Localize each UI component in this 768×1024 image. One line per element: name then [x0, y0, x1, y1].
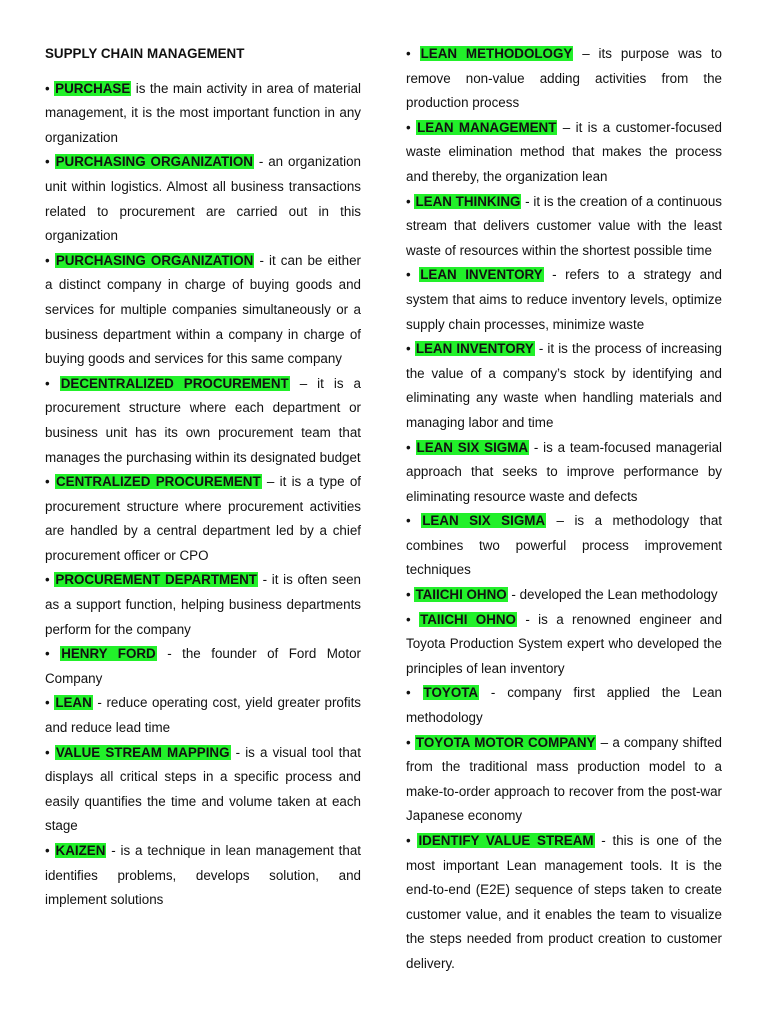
term-definition: – it is a customer-focused waste elimination method that makes the process and thereby, the organization lean: [406, 119, 722, 184]
highlighted-term: HENRY FORD: [61, 646, 156, 662]
highlighted-term: LEAN INVENTORY: [415, 341, 534, 357]
right-column: [406, 42, 722, 977]
term-definition: is the main activity in area of material management, it is the most important function in any organization: [45, 80, 361, 145]
document-title: SUPPLY CHAIN MANAGEMENT: [45, 46, 245, 61]
highlighted-term: LEAN THINKING: [415, 193, 521, 209]
highlighted-term: PROCUREMENT DEPARTMENT: [55, 572, 257, 588]
definition-entry: [45, 372, 361, 470]
bullet-icon: •: [45, 646, 50, 662]
definition-entry: [406, 681, 722, 730]
term-definition: - company first applied the Lean methodology: [406, 685, 722, 726]
left-column: [45, 42, 361, 913]
bullet-icon: •: [406, 193, 411, 209]
definition-entry: [45, 691, 361, 740]
highlighted-term: LEAN SIX SIGMA: [422, 513, 546, 529]
highlighted-term: TOYOTA MOTOR COMPANY: [415, 734, 596, 750]
definition-entry: [406, 583, 722, 608]
highlighted-term: TAIICHI OHNO: [415, 587, 507, 603]
term-definition: – it is a type of procurement structure where procurement activities are handled by a central department led by a chief procurement officer or CPO: [45, 474, 361, 563]
definition-entry: [45, 249, 361, 372]
bullet-icon: •: [406, 119, 411, 135]
definition-entry: [406, 263, 722, 337]
highlighted-term: LEAN: [55, 695, 92, 711]
bullet-icon: •: [406, 685, 411, 701]
highlighted-term: LEAN INVENTORY: [420, 267, 543, 283]
term-definition: – a company shifted from the traditional mass production model to a make-to-order approach to recover from the post-war Japanese economy: [406, 734, 722, 824]
definition-entry: [406, 42, 722, 116]
definition-entry: [406, 190, 722, 264]
bullet-icon: •: [45, 154, 50, 170]
bullet-icon: •: [406, 341, 411, 357]
left-entry-list: [45, 77, 361, 913]
term-definition: - it is often seen as a support function, helping business departments perform for the company: [45, 572, 361, 637]
highlighted-term: TAIICHI OHNO: [420, 611, 516, 627]
highlighted-term: KAIZEN: [55, 843, 106, 858]
highlighted-term: PURCHASING ORGANIZATION: [55, 154, 253, 170]
bullet-icon: •: [406, 611, 411, 627]
bullet-icon: •: [45, 572, 50, 588]
definition-entry: [45, 642, 361, 691]
bullet-icon: •: [45, 695, 50, 711]
term-definition: - it is the process of increasing the value of a company’s stock by identifying and eliminating any waste when handling materials and managing labor and time: [406, 341, 722, 430]
definition-entry: [406, 116, 722, 190]
bullet-icon: •: [406, 439, 411, 455]
bullet-icon: •: [45, 252, 50, 268]
bullet-icon: •: [406, 833, 411, 848]
bullet-icon: •: [45, 474, 50, 490]
definition-entry: [406, 608, 722, 682]
highlighted-term: IDENTIFY VALUE STREAM: [418, 833, 594, 848]
highlighted-term: DECENTRALIZED PROCUREMENT: [60, 375, 289, 391]
term-definition: - is a technique in lean management that identifies problems, develops solution, and implement solutions: [45, 843, 361, 908]
term-definition: - it can be either a distinct company in charge of buying goods and services for multiple companies simultaneously or a business department within a company in charge of buying goods and services for this same company: [45, 252, 361, 367]
bullet-icon: •: [45, 80, 50, 96]
bullet-icon: •: [406, 513, 411, 529]
definition-entry: [45, 470, 361, 568]
term-definition: - the founder of Ford Motor Company: [45, 646, 361, 686]
term-definition: - it is the creation of a continuous stream that delivers customer value with the least waste of resources within the shortest possible time: [406, 193, 722, 258]
bullet-icon: •: [45, 375, 50, 391]
definition-entry: [45, 839, 361, 913]
term-definition: - is a renowned engineer and Toyota Production System expert who developed the principles of lean inventory: [406, 611, 723, 676]
definition-entry: [45, 568, 361, 642]
definition-entry: [45, 741, 361, 839]
definition-entry: [406, 509, 722, 583]
definition-entry: [406, 337, 722, 435]
term-definition: - is a team-focused managerial approach that seeks to improve performance by eliminating resource waste and defects: [406, 439, 722, 504]
bullet-icon: •: [45, 744, 50, 760]
right-entry-list: [406, 42, 722, 977]
term-definition: – it is a procurement structure where each department or business unit has its own procurement team that manages the purchasing within its designated budget: [45, 375, 361, 465]
term-definition: - refers to a strategy and system that aims to reduce inventory levels, optimize supply chain processes, minimize waste: [406, 267, 722, 332]
term-definition: – is a methodology that combines two powerful process improvement techniques: [406, 513, 722, 578]
term-definition: - is a visual tool that displays all critical steps in a specific process and easily quantifies the time and volume taken at each stage: [45, 744, 361, 834]
term-definition: - reduce operating cost, yield greater profits and reduce lead time: [45, 695, 361, 736]
highlighted-term: VALUE STREAM MAPPING: [55, 744, 230, 760]
highlighted-term: LEAN MANAGEMENT: [417, 119, 557, 135]
term-definition: - developed the Lean methodology: [507, 587, 718, 603]
highlighted-term: TOYOTA: [423, 685, 479, 701]
definition-entry: [45, 77, 361, 151]
highlighted-term: PURCHASE: [55, 80, 131, 96]
highlighted-term: CENTRALIZED PROCUREMENT: [55, 474, 261, 490]
definition-entry: [406, 829, 722, 977]
bullet-icon: •: [406, 587, 411, 603]
definition-entry: [406, 436, 722, 510]
definition-entry: [45, 150, 361, 248]
term-definition: – its purpose was to remove non-value adding activities from the production process: [406, 46, 722, 111]
bullet-icon: •: [406, 267, 411, 283]
bullet-icon: •: [406, 734, 411, 750]
bullet-icon: •: [45, 843, 50, 858]
bullet-icon: •: [406, 46, 411, 61]
term-definition: - this is one of the most important Lean management tools. It is the end-to-end (E2E) sequence of steps taken to create customer value, and it enables the team to visualize the steps needed from product creation to customer delivery.: [406, 833, 722, 971]
term-definition: - an organization unit within logistics. Almost all business transactions related to procurement are carried out in this organization: [45, 154, 361, 244]
highlighted-term: LEAN SIX SIGMA: [416, 439, 529, 455]
highlighted-term: PURCHASING ORGANIZATION: [55, 252, 254, 268]
definition-entry: [406, 731, 722, 829]
highlighted-term: LEAN METHODOLOGY: [420, 46, 573, 61]
